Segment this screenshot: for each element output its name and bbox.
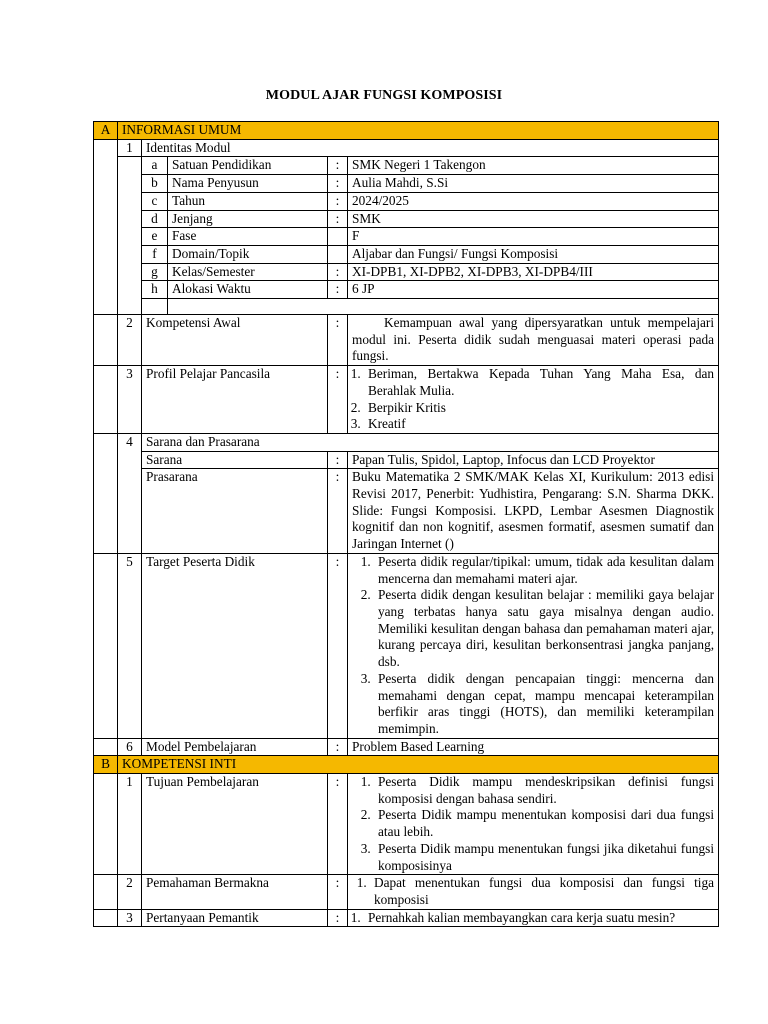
profil-row: 3 Profil Pelajar Pancasila : 1. Beriman, Bertakwa Kepada Tuhan Yang Maha Esa, dan Berahlak Mulia. 2. Berpikir Kritis 3. Kreatif bbox=[94, 366, 719, 434]
identitas-row: a Satuan Pendidikan : SMK Negeri 1 Takengon bbox=[94, 157, 719, 175]
prasarana-label: Prasarana bbox=[142, 469, 328, 554]
pertanyaan-row: 3 Pertanyaan Pemantik : 1. Pernahkah kalian membayangkan cara kerja suatu mesin? bbox=[94, 909, 719, 927]
section-a-label: INFORMASI UMUM bbox=[118, 122, 719, 140]
list-item: 1. Peserta didik regular/tipikal: umum, tidak ada kesulitan dalam mencerna dan memahami materi ajar. bbox=[374, 554, 714, 587]
pertanyaan-label: Pertanyaan Pemantik bbox=[142, 909, 328, 927]
identitas-row: c Tahun : 2024/2025 bbox=[94, 192, 719, 210]
tujuan-list bbox=[352, 774, 714, 874]
identitas-row-value: F bbox=[348, 228, 719, 246]
tujuan-row: 1 Tujuan Pembelajaran : 1. Peserta Didik mampu mendeskripsikan definisi fungsi komposisi dengan bahasa sendiri. 2. Peserta Didik mampu menentukan komposisi dari dua fungsi atau lebih. 3. Peserta Didik mampu menentukan fungsi jika diketahui fungsi komposisinya bbox=[94, 774, 719, 875]
kompetensi-awal-label: Kompetensi Awal bbox=[142, 315, 328, 366]
list-item: 3. Peserta Didik mampu menentukan fungsi jika diketahui fungsi komposisinya bbox=[374, 841, 714, 874]
profil-list bbox=[348, 366, 714, 433]
identitas-row-label: Jenjang bbox=[168, 210, 328, 228]
identitas-no: 1 bbox=[118, 139, 142, 157]
section-a-row bbox=[94, 122, 719, 140]
model-row: 6 Model Pembelajaran : Problem Based Learning bbox=[94, 738, 719, 756]
tujuan-label: Tujuan Pembelajaran bbox=[142, 774, 328, 875]
identitas-row-label: Domain/Topik bbox=[168, 245, 328, 263]
list-item: 2. Peserta Didik mampu menentukan komposisi dari dua fungsi atau lebih. bbox=[374, 807, 714, 840]
section-b-label: KOMPETENSI INTI bbox=[118, 756, 719, 774]
identitas-row-value: 2024/2025 bbox=[348, 192, 719, 210]
prasarana-value: Buku Matematika 2 SMK/MAK Kelas XI, Kurikulum: 2013 edisi Revisi 2017, Penerbit: Yudhistira, Pengarang: S.N. Sharma DKK. Slide: Fungsi Komposisi. LKPD, Lembar Asesmen Diagnostik kognitif dan non kognitif, asesmen formatif, asesmen sumatif dan Jaringan Internet () bbox=[348, 469, 719, 554]
identitas-row-label: Tahun bbox=[168, 192, 328, 210]
target-row: 5 Target Peserta Didik : 1. Peserta didik regular/tipikal: umum, tidak ada kesulitan dalam mencerna dan memahami materi ajar. 2. Peserta didik dengan kesulitan belajar : memiliki gaya belajar yang terbatas hanya satu gaya misalnya dengan audio. Memiliki kesulitan dengan bahasa dan pemahaman materi ajar, kurang percaya diri, kesulitan berkonsentrasi jangka panjang, dsb. 3. Peserta didik dengan pencapaian tinggi: mencerna dan memahami dengan cepat, mampu mencapai keterampilan berfikir aras tinggi (HOTS), dan memiliki keterampilan memimpin. bbox=[94, 553, 719, 738]
list-item: 1. Beriman, Bertakwa Kepada Tuhan Yang Maha Esa, dan Berahlak Mulia. bbox=[364, 366, 714, 399]
identitas-row-value: SMK bbox=[348, 210, 719, 228]
identitas-row-value: XI-DPB1, XI-DPB2, XI-DPB3, XI-DPB4/III bbox=[348, 263, 719, 281]
identitas-row: f Domain/Topik Aljabar dan Fungsi/ Fungsi Komposisi bbox=[94, 245, 719, 263]
sarana-value: Papan Tulis, Spidol, Laptop, Infocus dan LCD Proyektor bbox=[348, 451, 719, 469]
identitas-row-label: Satuan Pendidikan bbox=[168, 157, 328, 175]
identitas-header-row bbox=[94, 139, 719, 157]
list-item: 1. Peserta Didik mampu mendeskripsikan definisi fungsi komposisi dengan bahasa sendiri. bbox=[374, 774, 714, 807]
kompetensi-awal-value: Kemampuan awal yang dipersyaratkan untuk mempelajari modul ini. Peserta didik sudah menguasai materi operasi pada fungsi. bbox=[348, 315, 719, 366]
list-item: 2. Peserta didik dengan kesulitan belajar : memiliki gaya belajar yang terbatas hanya satu gaya misalnya dengan audio. Memiliki kesulitan dengan bahasa dan pemahaman materi ajar, kurang percaya diri, kesulitan berkonsentrasi jangka panjang, dsb. bbox=[374, 587, 714, 671]
identitas-row: d Jenjang : SMK bbox=[94, 210, 719, 228]
list-item: 2. Berpikir Kritis bbox=[364, 400, 714, 417]
module-table bbox=[93, 121, 719, 927]
identitas-row-label: Nama Penyusun bbox=[168, 175, 328, 193]
pemahaman-label: Pemahaman Bermakna bbox=[142, 875, 328, 909]
identitas-row-label: Fase bbox=[168, 228, 328, 246]
identitas-empty-row bbox=[94, 299, 719, 315]
profil-label: Profil Pelajar Pancasila bbox=[142, 366, 328, 434]
model-label: Model Pembelajaran bbox=[142, 738, 328, 756]
sarana-header-label: Sarana dan Prasarana bbox=[142, 433, 719, 451]
identitas-label: Identitas Modul bbox=[142, 139, 719, 157]
list-item: 3. Kreatif bbox=[364, 416, 714, 433]
target-label: Target Peserta Didik bbox=[142, 553, 328, 738]
pertanyaan-list bbox=[348, 910, 714, 927]
sarana-label: Sarana bbox=[142, 451, 328, 469]
sarana-row: Sarana : Papan Tulis, Spidol, Laptop, Infocus dan LCD Proyektor bbox=[94, 451, 719, 469]
kompetensi-awal-row: 2 Kompetensi Awal : Kemampuan awal yang dipersyaratkan untuk mempelajari modul ini. Peserta didik sudah menguasai materi operasi pada fungsi. bbox=[94, 315, 719, 366]
sarana-header-row: 4 Sarana dan Prasarana bbox=[94, 433, 719, 451]
identitas-row-label: Alokasi Waktu bbox=[168, 281, 328, 299]
identitas-row: h Alokasi Waktu : 6 JP bbox=[94, 281, 719, 299]
section-b-letter: B bbox=[94, 756, 118, 774]
pemahaman-list bbox=[348, 875, 714, 908]
list-item: 3. Peserta didik dengan pencapaian tinggi: mencerna dan memahami dengan cepat, mampu mencapai keterampilan berfikir aras tinggi (HOTS), dan memiliki keterampilan memimpin. bbox=[374, 671, 714, 738]
list-item: 1. Pernahkah kalian membayangkan cara kerja suatu mesin? bbox=[364, 910, 714, 927]
identitas-row-value: Aljabar dan Fungsi/ Fungsi Komposisi bbox=[348, 245, 719, 263]
document-title: MODUL AJAR FUNGSI KOMPOSISI bbox=[265, 88, 503, 103]
section-b-row bbox=[94, 756, 719, 774]
list-item: 1. Dapat menentukan fungsi dua komposisi dan fungsi tiga komposisi bbox=[370, 875, 714, 908]
identitas-row: b Nama Penyusun : Aulia Mahdi, S.Si bbox=[94, 175, 719, 193]
section-a-letter: A bbox=[94, 122, 118, 140]
identitas-row: g Kelas/Semester : XI-DPB1, XI-DPB2, XI-DPB3, XI-DPB4/III bbox=[94, 263, 719, 281]
identitas-row: e Fase F bbox=[94, 228, 719, 246]
model-value: Problem Based Learning bbox=[348, 738, 719, 756]
identitas-row-label: Kelas/Semester bbox=[168, 263, 328, 281]
prasarana-row: Prasarana : Buku Matematika 2 SMK/MAK Kelas XI, Kurikulum: 2013 edisi Revisi 2017, Penerbit: Yudhistira, Pengarang: S.N. Sharma DKK. Slide: Fungsi Komposisi. LKPD, Lembar Asesmen Diagnostik kognitif dan non kognitif, asesmen formatif, asesmen sumatif dan Jaringan Internet () bbox=[94, 469, 719, 554]
identitas-row-value: SMK Negeri 1 Takengon bbox=[348, 157, 719, 175]
target-list bbox=[352, 554, 714, 738]
identitas-row-value: 6 JP bbox=[348, 281, 719, 299]
pemahaman-row: 2 Pemahaman Bermakna : 1. Dapat menentukan fungsi dua komposisi dan fungsi tiga komposisi bbox=[94, 875, 719, 909]
identitas-row-value: Aulia Mahdi, S.Si bbox=[348, 175, 719, 193]
